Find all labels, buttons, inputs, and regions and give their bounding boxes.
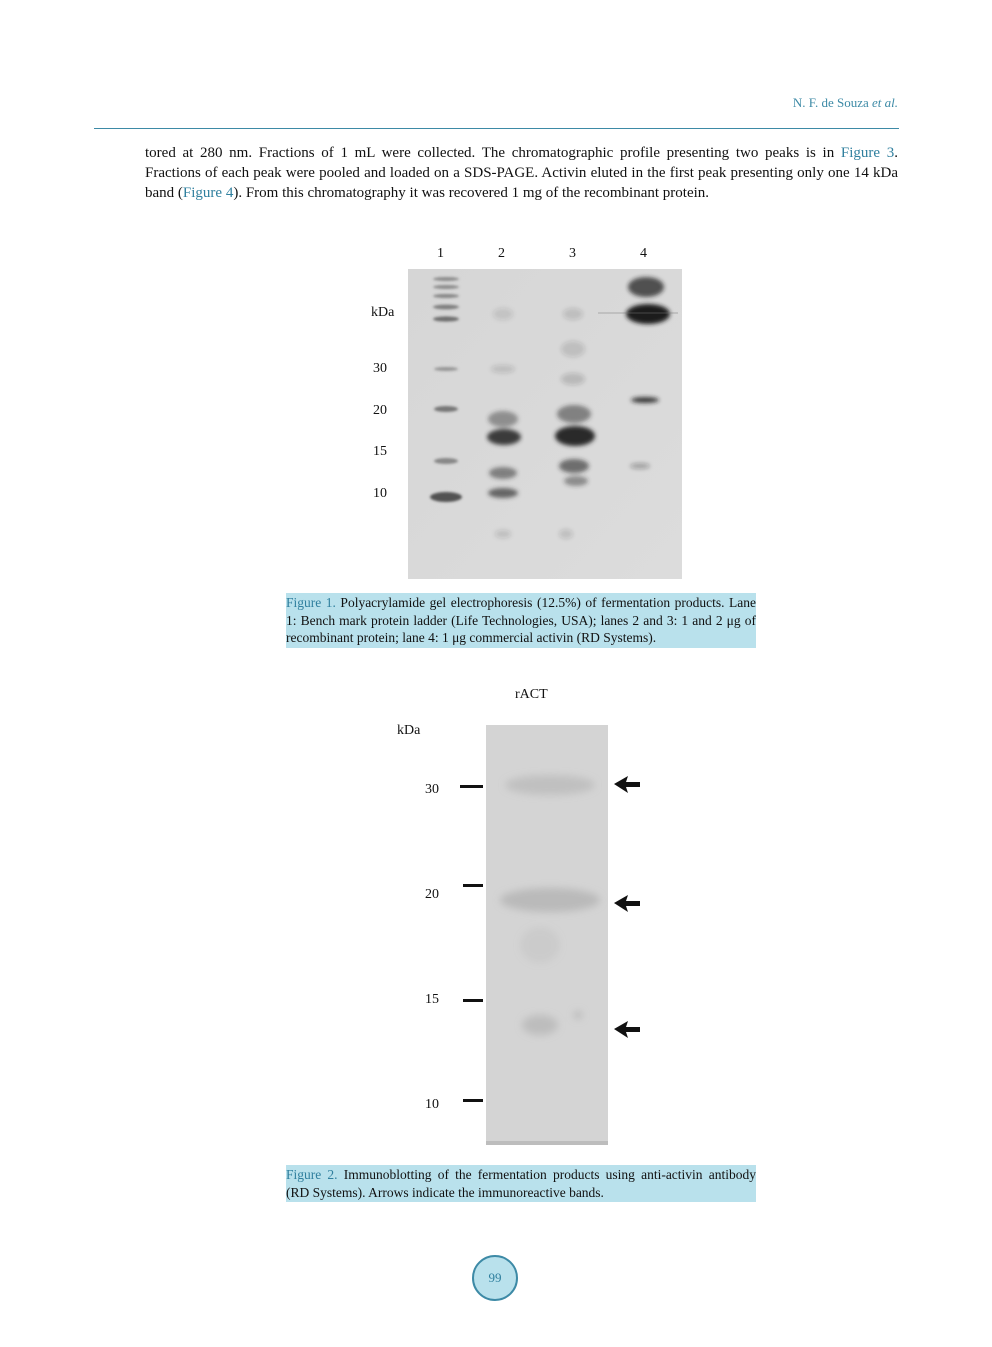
kda-label-2: kDa <box>397 723 421 738</box>
page-number <box>472 1255 518 1301</box>
figure-2-caption <box>286 1165 756 1202</box>
marker-15: 15 <box>373 444 387 459</box>
header-rule <box>94 128 899 129</box>
blot-marker-15: 15 <box>425 992 439 1007</box>
arrow-left-icon <box>614 776 640 793</box>
figure-1-caption <box>286 593 756 648</box>
figure-4-link[interactable]: Figure 4 <box>182 185 234 201</box>
para-text-2: . Fractions of each peak were pooled and loaded on a SDS-PAGE. Activin eluted in the first peak presenting only one 14 kDa band ( <box>145 145 898 201</box>
gel-image <box>408 269 682 579</box>
body-paragraph <box>145 143 898 203</box>
para-text-3: ). From this chromatography it was recovered 1 mg of the recombinant protein. <box>233 185 710 201</box>
tick-10 <box>463 1099 483 1102</box>
lane-label-ract: rACT <box>515 687 548 702</box>
tick-15 <box>463 999 483 1002</box>
figure-1-label: Figure 1. <box>286 595 336 610</box>
header-etal: et al. <box>872 95 898 110</box>
arrow-left-icon <box>614 1021 640 1038</box>
figure-2-caption-text: Immunoblotting of the fermentation products using anti-activin antibody (RD Systems). Arrows indicate the immunoreactive bands. <box>286 1167 756 1200</box>
para-text-1: tored at 280 nm. Fractions of 1 mL were collected. The chromatographic profile presenting two peaks is in <box>145 145 841 161</box>
blot-marker-20: 20 <box>425 887 439 902</box>
lane-number-2: 2 <box>498 246 505 261</box>
lane-number-4: 4 <box>640 246 647 261</box>
marker-20: 20 <box>373 403 387 418</box>
tick-30 <box>460 785 483 788</box>
blot-image <box>390 685 660 1155</box>
page-number-text: 99 <box>488 1270 502 1285</box>
tick-20 <box>463 884 483 887</box>
arrow-left-icon <box>614 895 640 912</box>
marker-30: 30 <box>373 361 387 376</box>
figure-2-label: Figure 2. <box>286 1167 338 1182</box>
lane-number-3: 3 <box>569 246 576 261</box>
marker-10: 10 <box>373 486 387 501</box>
figure-1-caption-text: Polyacrylamide gel electrophoresis (12.5%) of fermentation products. Lane 1: Bench mark protein ladder (Life Technologies, USA); lanes 2 and 3: 1 and 2 μg of recombinant protein; lane 4: 1 μg commercial activin (RD Systems). <box>286 595 756 645</box>
blot-marker-10: 10 <box>425 1097 439 1112</box>
figure-1-gel <box>360 240 690 585</box>
arrow-icons <box>614 776 640 1038</box>
running-header <box>793 95 898 111</box>
blot-marker-30: 30 <box>425 782 439 797</box>
figure-2-blot <box>390 685 660 1155</box>
kda-label: kDa <box>371 305 395 320</box>
lane-number-1: 1 <box>437 246 444 261</box>
header-author: N. F. de Souza <box>792 95 869 110</box>
figure-3-link[interactable]: Figure 3 <box>840 145 895 161</box>
